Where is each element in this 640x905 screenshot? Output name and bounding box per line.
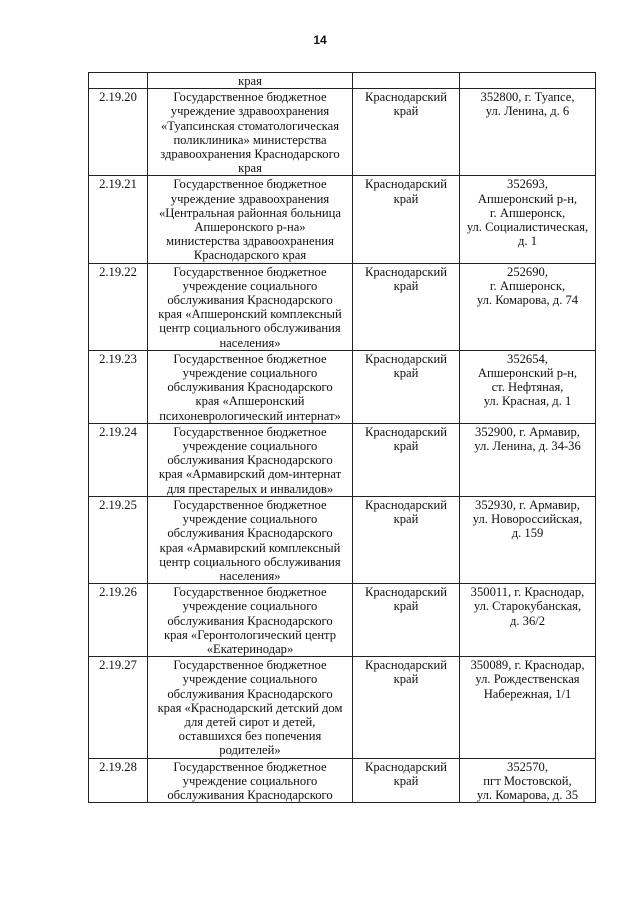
address-line: ул. Красная, д. 1 <box>483 394 572 409</box>
name-line: центр социального обслуживания <box>159 321 341 336</box>
region-line: край <box>393 439 419 454</box>
region-line: край <box>393 191 419 206</box>
cell-institution-name <box>148 350 353 423</box>
cell-institution-name <box>148 89 353 176</box>
name-line: центр социального обслуживания <box>159 554 341 569</box>
cell-region <box>353 176 460 263</box>
cell-address <box>460 176 596 263</box>
table-row <box>89 758 596 803</box>
region-line: край <box>393 278 419 293</box>
cell-address <box>460 423 596 496</box>
address-line: 352800, г. Туапсе, <box>480 90 575 105</box>
row-number: 2.19.25 <box>99 497 137 512</box>
name-line: Государственное бюджетное <box>173 658 327 673</box>
region-line: край <box>393 512 419 527</box>
name-line: края «Армавирский дом-интернат <box>158 467 342 482</box>
cell-region <box>353 89 460 176</box>
cell-address <box>460 263 596 350</box>
cell-region <box>353 584 460 657</box>
address-line: Апшеронский р-н, <box>477 191 578 206</box>
table-row <box>89 350 596 423</box>
address-line: 352900, г. Армавир, <box>475 424 580 439</box>
institutions-table <box>88 72 596 803</box>
address-line: д. 1 <box>517 234 537 249</box>
address-line: ул. Новороссийская, <box>472 512 583 527</box>
address-line: д. 159 <box>511 526 544 541</box>
cell-region <box>353 73 460 89</box>
address-line: г. Апшеронск, <box>489 278 566 293</box>
region-line: край <box>393 672 419 687</box>
name-line: края «Краснодарский детский дом <box>157 700 343 715</box>
table-row <box>89 263 596 350</box>
name-line: «Екатеринодар» <box>206 641 294 656</box>
table-row <box>89 584 596 657</box>
region-line: Краснодарский <box>364 759 448 774</box>
name-line: края «Апшеронский <box>195 394 305 409</box>
cell-address <box>460 73 596 89</box>
cell-region <box>353 496 460 583</box>
cell-address <box>460 496 596 583</box>
address-line: ул. Ленина, д. 34-36 <box>474 439 581 454</box>
cell-address <box>460 758 596 803</box>
address-line: 350089, г. Краснодар, <box>470 658 585 673</box>
address-line: Апшеронский р-н, <box>477 366 578 381</box>
address-line: ул. Комарова, д. 35 <box>476 787 579 802</box>
name-line: Государственное бюджетное <box>173 585 327 600</box>
address-line: ст. Нефтяная, <box>491 380 564 395</box>
name-line: Государственное бюджетное <box>173 90 327 105</box>
name-line: учреждение социального <box>182 773 318 788</box>
name-line: Краснодарского края <box>193 248 307 263</box>
table-row <box>89 176 596 263</box>
name-line: Апшеронского р-на» <box>194 220 306 235</box>
region-line: Краснодарский <box>364 351 448 366</box>
name-line: для престарелых и инвалидов» <box>166 481 334 496</box>
row-number: 2.19.22 <box>99 264 137 279</box>
name-line: населения» <box>219 335 281 350</box>
name-line: края <box>238 161 262 176</box>
region-line: Краснодарский <box>364 585 448 600</box>
region-line: край <box>393 773 419 788</box>
row-number: 2.19.20 <box>99 90 137 105</box>
cell-region <box>353 423 460 496</box>
name-line: учреждение социального <box>182 278 318 293</box>
region-line: край <box>393 366 419 381</box>
name-line: обслуживания Краснодарского <box>167 526 333 541</box>
address-line: 352654, <box>507 351 548 366</box>
cell-institution-name <box>148 423 353 496</box>
name-line: для детей сирот и детей, <box>184 714 316 729</box>
table-row <box>89 657 596 758</box>
name-line: края «Геронтологический центр <box>163 627 337 642</box>
cell-institution-name <box>148 758 353 803</box>
name-line: оставшихся без попечения <box>178 729 322 744</box>
address-line: 352930, г. Армавир, <box>475 497 580 512</box>
address-line: ул. Старокубанская, <box>473 599 582 614</box>
address-line: д. 36/2 <box>509 613 546 628</box>
row-number: 2.19.27 <box>99 658 137 673</box>
name-line: учреждение социального <box>182 512 318 527</box>
address-line: ул. Ленина, д. 6 <box>485 104 570 119</box>
cell-institution-name <box>148 657 353 758</box>
name-line: обслуживания Краснодарского <box>167 293 333 308</box>
cell-number <box>89 657 148 758</box>
cell-institution-name <box>148 176 353 263</box>
region-line: Краснодарский <box>364 177 448 192</box>
row-number: 2.19.24 <box>99 424 137 439</box>
cell-address <box>460 89 596 176</box>
name-line: министерства здравоохранения <box>166 234 334 249</box>
name-line: здравоохранения Краснодарского <box>160 147 340 162</box>
name-line: обслуживания Краснодарского <box>167 787 333 802</box>
address-line: ул. Рождественская <box>475 672 580 687</box>
address-line: 352693, <box>507 177 548 192</box>
row-number: 2.19.26 <box>99 585 137 600</box>
name-line: Государственное бюджетное <box>173 351 327 366</box>
name-line: населения» <box>219 568 281 583</box>
address-line: г. Апшеронск, <box>489 205 566 220</box>
cell-number <box>89 758 148 803</box>
address-line: ул. Комарова, д. 74 <box>476 293 579 308</box>
region-line: Краснодарский <box>364 264 448 279</box>
cell-address <box>460 657 596 758</box>
table-row <box>89 496 596 583</box>
cell-region <box>353 657 460 758</box>
name-line: Государственное бюджетное <box>173 264 327 279</box>
region-line: Краснодарский <box>364 424 448 439</box>
cell-institution-name <box>148 496 353 583</box>
address-line: 252690, <box>507 264 548 279</box>
cell-institution-name <box>148 584 353 657</box>
name-line: родителей» <box>219 743 281 758</box>
cell-address <box>460 584 596 657</box>
row-number: 2.19.28 <box>99 759 137 774</box>
address-line: 350011, г. Краснодар, <box>470 585 585 600</box>
name-line: учреждение здравоохранения <box>170 191 330 206</box>
name-line: учреждение социального <box>182 439 318 454</box>
name-line: учреждение социального <box>182 672 318 687</box>
row-number: 2.19.23 <box>99 351 137 366</box>
region-line: Краснодарский <box>364 497 448 512</box>
cell-number <box>89 350 148 423</box>
cell-region <box>353 350 460 423</box>
cell-region <box>353 263 460 350</box>
name-line: обслуживания Краснодарского <box>167 613 333 628</box>
name-line: Государственное бюджетное <box>173 497 327 512</box>
name-line: психоневрологический интернат» <box>159 408 341 423</box>
cell-number <box>89 263 148 350</box>
name-line: обслуживания Краснодарского <box>167 380 333 395</box>
name-line: учреждение здравоохранения <box>170 104 330 119</box>
table-row-continuation <box>89 73 596 89</box>
name-line: поликлиника» министерства <box>173 132 327 147</box>
name-line: учреждение социального <box>182 366 318 381</box>
cell-region <box>353 758 460 803</box>
cell-number <box>89 89 148 176</box>
name-line: Государственное бюджетное <box>173 759 327 774</box>
page-number: 14 <box>313 33 327 47</box>
name-line: учреждение социального <box>182 599 318 614</box>
name-line: обслуживания Краснодарского <box>167 453 333 468</box>
cell-number <box>89 73 148 89</box>
name-line: Государственное бюджетное <box>173 177 327 192</box>
region-line: Краснодарский <box>364 658 448 673</box>
name-line: Государственное бюджетное <box>173 424 327 439</box>
cell-number <box>89 176 148 263</box>
name-line: края «Апшеронский комплексный <box>158 307 342 322</box>
cell-number <box>89 423 148 496</box>
address-line: Набережная, 1/1 <box>483 686 572 701</box>
address-line: 352570, <box>507 759 548 774</box>
table-row <box>89 89 596 176</box>
address-line: пгт Мостовской, <box>483 773 572 788</box>
name-line: «Туапсинская стоматологическая <box>161 118 339 133</box>
cell-address <box>460 350 596 423</box>
cell-number <box>89 584 148 657</box>
table-row <box>89 423 596 496</box>
name-line: обслуживания Краснодарского <box>167 686 333 701</box>
cell-number <box>89 496 148 583</box>
name-line: края <box>238 74 262 88</box>
institutions-table-body <box>89 73 596 803</box>
cell-institution-name <box>148 73 353 89</box>
address-line: ул. Социалистическая, <box>466 220 589 235</box>
region-line: Краснодарский <box>364 90 448 105</box>
name-line: края «Армавирский комплексный <box>159 540 341 555</box>
name-line: «Центральная районная больница <box>159 205 341 220</box>
region-line: край <box>393 104 419 119</box>
region-line: край <box>393 599 419 614</box>
cell-institution-name <box>148 263 353 350</box>
row-number: 2.19.21 <box>99 177 137 192</box>
